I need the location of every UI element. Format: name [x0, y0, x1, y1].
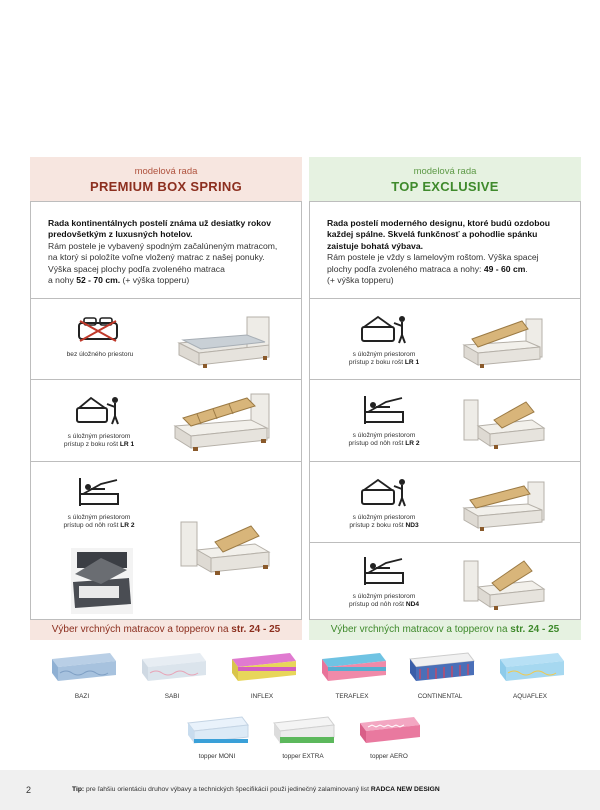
exclusive-option-3-caption: s úložným priestorom prístup z boku rošt ND3 [349, 514, 419, 530]
exclusive-option-2-caption: s úložným priestorom prístup od nôh rošt LR 2 [348, 432, 420, 448]
topper-extra-label: topper EXTRA [282, 753, 324, 760]
exclusive-description: Rada postelí moderného designu, ktoré budú ozdobou každej spálne. Skvelá funkčnosť a pohodlie spánku zaistuje bohatá výbava. Rám postele je vždy s lamelovým roštom. Výška spacej plochy podľa zvoleného matraca a nohy: 49 - 60 cm. (+ výška topperu) [327, 218, 550, 286]
exclusive-option-3 [310, 461, 580, 542]
topper-aero-label: topper AERO [370, 753, 408, 760]
mattress-inflex-image [228, 651, 298, 683]
exclusive-mattress-banner: Výber vrchných matracov a topperov na str. 24 - 25 [309, 620, 581, 640]
footer-tip: Tip: pre ľahšiu orientáciu druhov výbavy a technických špecifikácií použi jedinečný zalaminovaný list RADCA NEW DESIGN [72, 786, 440, 793]
premium-option-1 [31, 298, 301, 379]
side-storage-icon [75, 394, 123, 426]
exclusive-title: TOP EXCLUSIVE [391, 179, 499, 194]
topper-extra-image [270, 713, 336, 745]
no-storage-icon [77, 315, 119, 343]
premium-option-3 [31, 461, 301, 619]
exclusive-option-1-caption: s úložným priestorom prístup z boku rošt LR 1 [348, 351, 420, 367]
page-number: 2 [26, 785, 32, 795]
foot-storage-icon [77, 476, 123, 508]
exclusive-grid [309, 201, 581, 620]
premium-description: Rada kontinentálnych postelí známa už desiatky rokov predovšetkým z luxusných hotelov. Rám postele je vybavený spodným začalúneným matracom, na ktorý si položíte voľne vložený matrac z našej ponuky. Výška spacej plochy podľa zvoleného matraca a nohy 52 - 70 cm. (+ výška topperu) [48, 218, 278, 286]
mattress-inflex-label: INFLEX [250, 693, 274, 700]
exclusive-option-4 [310, 542, 580, 619]
bed-exclusive-side-image [460, 315, 544, 371]
bed-exclusive-foot-image [462, 394, 546, 452]
bed-dark-photo [71, 548, 133, 614]
side-storage-icon [360, 476, 410, 508]
bed-foot-lift-image [179, 516, 271, 586]
premium-title: PREMIUM BOX SPRING [89, 179, 243, 194]
mattress-teraflex-label: TERAFLEX [335, 693, 369, 700]
bed-exclusive-nd4-image [462, 555, 546, 613]
side-storage-icon [360, 313, 410, 345]
mattress-bazi-label: BAZI [74, 693, 90, 700]
mattress-continental-image [406, 651, 476, 683]
topper-moni-image [184, 713, 250, 745]
premium-option-2-caption: s úložným priestorom prístup z boku rošt LR 1 [63, 433, 135, 449]
exclusive-subtitle: modelová rada [413, 166, 477, 177]
mattress-continental-label: CONTINENTAL [417, 693, 463, 700]
premium-option-2 [31, 379, 301, 461]
mattress-aquaflex-image [496, 651, 566, 683]
mattress-sabi-image [138, 651, 208, 683]
premium-option-1-caption: bez úložného priestoru [66, 351, 134, 358]
exclusive-header [309, 157, 581, 201]
premium-mattress-banner: Výber vrchných matracov a topperov na str. 24 - 25 [30, 620, 302, 640]
premium-grid [30, 201, 302, 620]
exclusive-option-4-caption: s úložným priestorom prístup od nôh rošt ND4 [348, 593, 420, 609]
mattress-sabi-label: SABI [164, 693, 180, 700]
premium-option-3-caption: s úložným priestorom prístup od nôh rošt LR 2 [63, 514, 135, 530]
premium-subtitle: modelová rada [134, 166, 198, 177]
mattress-bazi-image [48, 651, 118, 683]
exclusive-option-1 [310, 298, 580, 379]
bed-side-lift-image [167, 390, 273, 452]
exclusive-option-2 [310, 379, 580, 461]
topper-moni-label: topper MONI [198, 753, 236, 760]
mattress-aquaflex-label: AQUAFLEX [512, 693, 548, 700]
topper-aero-image [356, 713, 422, 745]
premium-header [30, 157, 302, 201]
foot-storage-icon [362, 555, 408, 587]
bed-boxspring-image [169, 309, 273, 369]
mattress-teraflex-image [318, 651, 388, 683]
foot-storage-icon [362, 394, 408, 426]
bed-exclusive-nd3-image [460, 476, 546, 534]
